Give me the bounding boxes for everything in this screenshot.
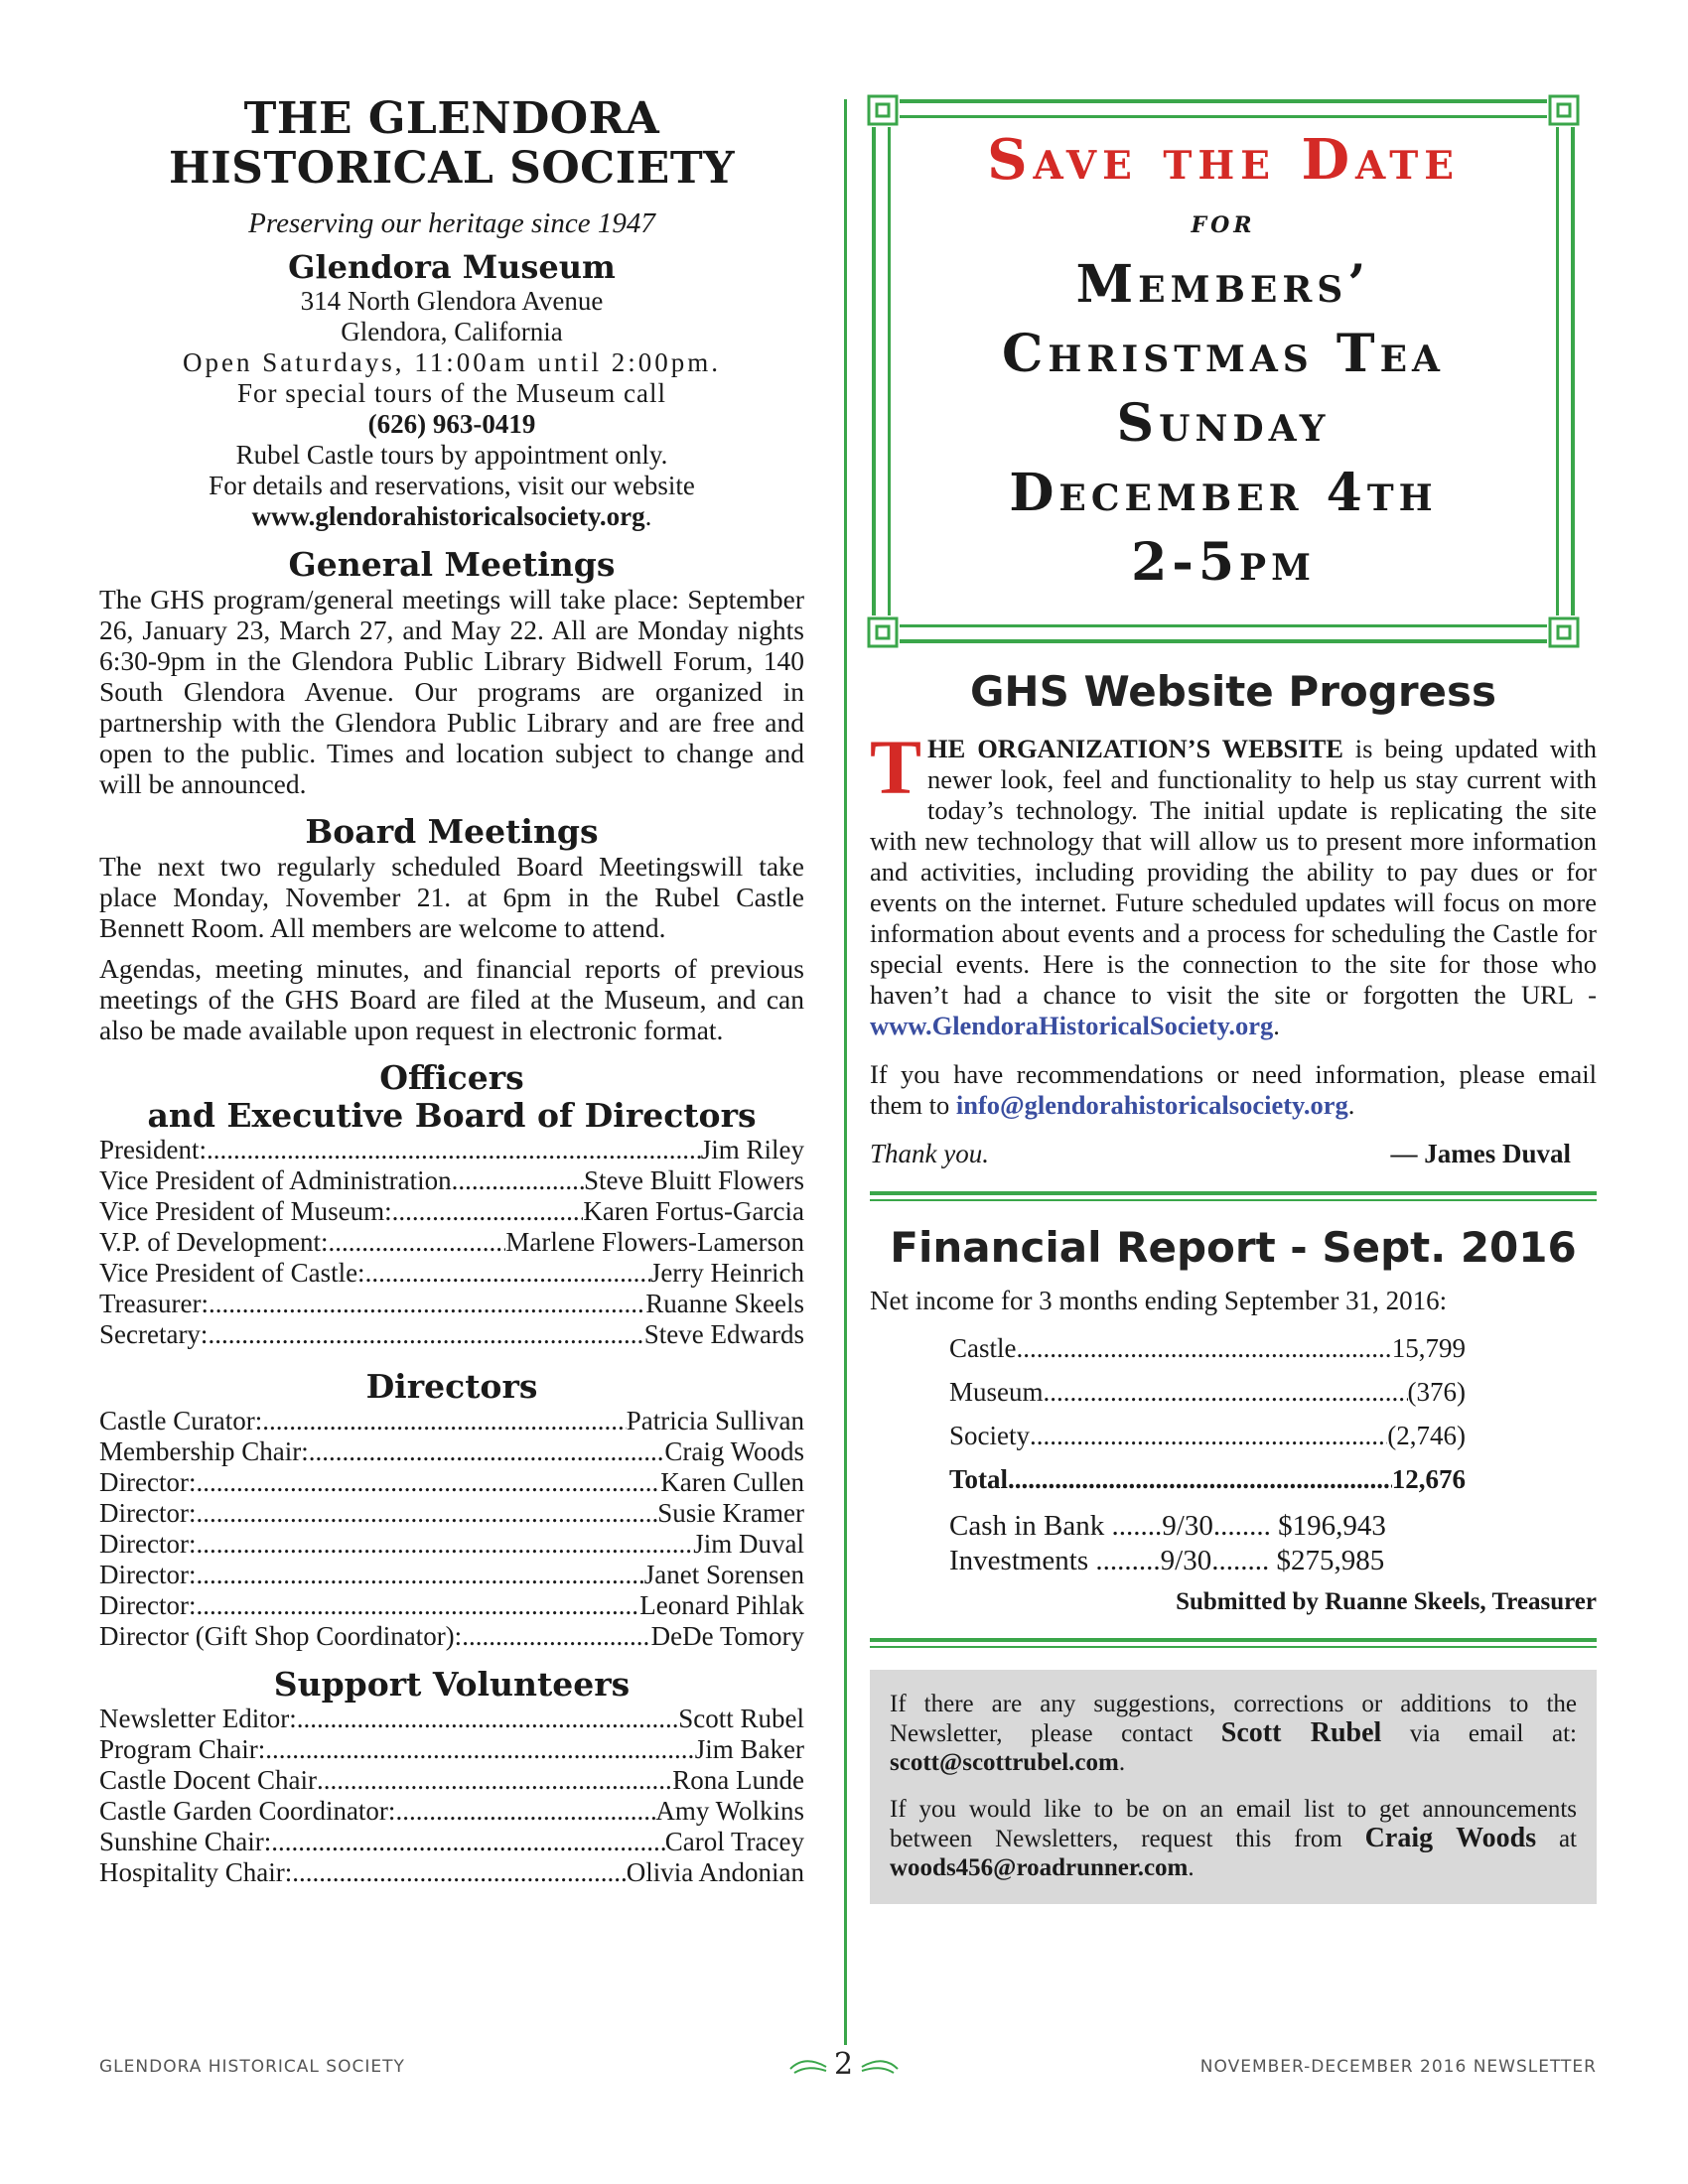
volunteer-name: Olivia Andonian: [626, 1857, 804, 1887]
leader-dots: [207, 1135, 701, 1165]
right-column: [870, 99, 1597, 1904]
volunteer-name: Carol Tracey: [664, 1827, 804, 1856]
museum-hours: Open Saturdays, 11:00am until 2:00pm.: [183, 347, 721, 377]
museum-castle-tours: Rubel Castle tours by appointment only.: [235, 440, 668, 470]
event-line-time: 2-5pm: [1131, 532, 1316, 593]
director-role: Director:: [99, 1529, 197, 1559]
leader-dots: [265, 1734, 695, 1765]
contact-email-link[interactable]: info@glendorahistoricalsociety.org: [955, 1090, 1348, 1120]
volunteer-name: Amy Wolkins: [655, 1796, 804, 1826]
notice-paragraph-1: [890, 1690, 1577, 1777]
leader-dots: [209, 1289, 645, 1319]
volunteer-row: [99, 1827, 804, 1857]
contact-body: If you have recommendations or need information, please email them to: [870, 1059, 1597, 1120]
director-row: [99, 1621, 804, 1652]
museum-details: For details and reservations, visit our website: [209, 471, 695, 500]
event-line-members: Members’: [1075, 254, 1371, 315]
leader-dots: [365, 1258, 650, 1289]
website-contact-text: [870, 1059, 1597, 1121]
financial-row: [949, 1370, 1466, 1414]
financial-intro: Net income for 3 months ending September 31, 2016:: [870, 1286, 1448, 1315]
director-role: Director:: [99, 1467, 197, 1497]
leader-dots: [309, 1436, 665, 1467]
financial-value: (376): [1407, 1377, 1466, 1407]
contact-name: Scott Rubel: [1220, 1717, 1382, 1748]
officer-row: [99, 1258, 804, 1289]
website-progress-heading: GHS Website Progress: [969, 667, 1497, 716]
leader-dots: [196, 1529, 693, 1560]
page-number-ornament: [774, 2045, 914, 2080]
financial-label: Total: [949, 1464, 1009, 1494]
corner-ornament-icon: [866, 615, 900, 649]
director-name: Janet Sorensen: [643, 1560, 804, 1589]
officer-role: Treasurer:: [99, 1289, 209, 1318]
leader-dots: [1017, 1326, 1392, 1370]
financial-row: [949, 1414, 1466, 1457]
save-the-date-box: [872, 99, 1575, 643]
officer-role: Secretary:: [99, 1319, 209, 1349]
officer-name: Ruanne Skeels: [645, 1289, 804, 1318]
financial-total-row: [949, 1457, 1466, 1501]
org-title: [99, 94, 804, 194]
volunteer-row: [99, 1765, 804, 1796]
financial-value: 15,799: [1391, 1333, 1466, 1363]
general-meetings-heading: General Meetings: [288, 545, 616, 584]
financial-value: 12,676: [1391, 1464, 1466, 1494]
thank-you: Thank you.: [870, 1139, 989, 1168]
director-role: Director (Gift Shop Coordinator):: [99, 1621, 463, 1651]
volunteer-name: Scott Rubel: [678, 1704, 804, 1733]
museum-website-link[interactable]: www.glendorahistoricalsociety.org: [251, 501, 645, 531]
leader-dots: [317, 1765, 672, 1796]
leader-dots: [297, 1704, 679, 1734]
contact-name: Craig Woods: [1364, 1823, 1537, 1853]
director-name: Leonard Pihlak: [639, 1590, 804, 1620]
org-title-line2: HISTORICAL SOCIETY: [169, 143, 735, 194]
officer-row: [99, 1319, 804, 1350]
officer-name: Steve Bluitt Flowers: [584, 1165, 804, 1195]
directors-heading: Directors: [365, 1367, 538, 1406]
notice-paragraph-2: [890, 1795, 1577, 1882]
financial-label: Society: [949, 1421, 1030, 1450]
financial-label: Castle: [949, 1333, 1017, 1363]
officers-subheading: and Executive Board of Directors: [147, 1096, 757, 1135]
officer-row: [99, 1227, 804, 1258]
footer-org-name: GLENDORA HISTORICAL SOCIETY: [99, 2057, 405, 2077]
officer-role: Vice President of Castle:: [99, 1258, 365, 1288]
flourish-left-icon: [788, 2055, 828, 2079]
financial-balances: [949, 1509, 1466, 1578]
website-progress-text: [870, 724, 1597, 1041]
museum-website-line: [99, 501, 804, 532]
cash-in-bank-row: Cash in Bank .......9/30........ $196,943: [949, 1510, 1386, 1542]
investments-row: Investments .........9/30........ $275,985: [949, 1545, 1385, 1576]
museum-address2: Glendora, California: [341, 317, 563, 346]
cash-value: $196,943: [1270, 1510, 1386, 1542]
leader-dots: [1008, 1457, 1392, 1501]
financial-row: [949, 1326, 1466, 1370]
director-role: Castle Curator:: [99, 1406, 263, 1435]
website-body: is being updated with newer look, feel and functionality to help us stay current with today’s technology. The initial update is replicating the site with new technology that will allow us to present more information and activities, including providing the ability to pay dues or for events on the internet. Future scheduled updates will focus on more information about events and a process for scheduling the Castle for special events. Here is the connection to the site for those who haven’t had a chance to visit the site or forgotten the URL -: [870, 734, 1597, 1010]
volunteer-row: [99, 1734, 804, 1765]
leader-dots: [196, 1560, 643, 1590]
email-period: .: [1347, 1090, 1355, 1120]
corner-ornament-icon: [866, 93, 900, 127]
officer-role: V.P. of Development:: [99, 1227, 329, 1257]
investments-value: $275,985: [1269, 1545, 1385, 1576]
officer-name: Jerry Heinrich: [649, 1258, 804, 1288]
financial-report-heading: Financial Report - Sept. 2016: [890, 1223, 1577, 1272]
corner-ornament-icon: [1547, 615, 1581, 649]
notice-text: If you would like to be on an email list to get announcements between Newsletters, request this from: [890, 1796, 1577, 1852]
editor-email-link[interactable]: scott@scottrubel.com: [890, 1749, 1119, 1776]
save-the-date-title: Save the Date: [987, 127, 1460, 193]
officer-role: Vice President of Administration: [99, 1165, 452, 1195]
director-name: Patricia Sullivan: [626, 1406, 804, 1435]
director-name: Jim Duval: [693, 1529, 804, 1559]
director-row: [99, 1406, 804, 1436]
signature: — James Duval: [1390, 1139, 1571, 1168]
officer-row: [99, 1135, 804, 1165]
director-name: DeDe Tomory: [650, 1621, 804, 1651]
officer-row: [99, 1165, 804, 1196]
museum-tours: For special tours of the Museum call: [237, 378, 666, 408]
director-row: [99, 1467, 804, 1498]
page-number: 2: [833, 2047, 855, 2082]
drop-cap: T: [870, 724, 922, 810]
financial-value: (2,746): [1387, 1421, 1466, 1450]
lead-caps: HE ORGANIZATION’S WEBSITE: [927, 734, 1343, 763]
financial-table: [949, 1326, 1466, 1501]
volunteer-role: Hospitality Chair:: [99, 1857, 293, 1887]
cash-label: Cash in Bank: [949, 1510, 1112, 1542]
notice-text: via email at:: [1381, 1720, 1577, 1747]
volunteer-role: Sunshine Chair:: [99, 1827, 272, 1856]
leader-dots: [271, 1827, 665, 1857]
museum-heading: Glendora Museum: [288, 248, 616, 286]
leader-dots: [462, 1621, 650, 1652]
tagline: Preserving our heritage since 1947: [248, 207, 655, 239]
volunteer-name: Jim Baker: [694, 1734, 804, 1764]
volunteers-list: [99, 1704, 804, 1888]
leader-dots: [196, 1498, 657, 1529]
board-meetings-text1: The next two regularly scheduled Board Meetingswill take place Monday, November 21. at 6pm in the Rubel Castle Bennett Room. All members are welcome to attend.: [99, 851, 804, 943]
leader-dots: [395, 1796, 655, 1827]
financial-label: Museum: [949, 1377, 1044, 1407]
leader-dots: [196, 1467, 660, 1498]
volunteer-role: Castle Garden Coordinator:: [99, 1796, 396, 1826]
officer-row: [99, 1289, 804, 1319]
signoff: [870, 1139, 1597, 1169]
director-row: [99, 1529, 804, 1560]
museum-phone: (626) 963-0419: [367, 409, 536, 439]
officer-name: Marlene Flowers-Lamerson: [505, 1227, 804, 1257]
officer-name: Jim Riley: [700, 1135, 804, 1164]
leader-dots: [196, 1590, 639, 1621]
section-divider: [870, 1191, 1597, 1201]
leader-dots: [292, 1857, 627, 1888]
volunteer-role: Castle Docent Chair: [99, 1765, 317, 1795]
volunteers-heading: Support Volunteers: [273, 1665, 631, 1704]
director-role: Membership Chair:: [99, 1436, 309, 1466]
event-line-day: Sunday: [1116, 393, 1331, 454]
column-divider: [844, 99, 847, 2045]
board-meetings-text2: Agendas, meeting minutes, and financial reports of previous meetings of the GHS Board are filed at the Museum, and can also be made available upon request in electronic format.: [99, 953, 804, 1045]
membership-email-link[interactable]: woods456@roadrunner.com: [890, 1854, 1189, 1881]
event-line-date: December 4th: [1009, 463, 1438, 523]
director-row: [99, 1590, 804, 1621]
notice-text: at: [1536, 1826, 1577, 1852]
volunteer-row: [99, 1704, 804, 1734]
cash-date: 9/30: [1162, 1510, 1213, 1542]
museum-address1: 314 North Glendora Avenue: [300, 286, 604, 316]
director-name: Karen Cullen: [660, 1467, 804, 1497]
director-row: [99, 1498, 804, 1529]
investments-date: 9/30: [1160, 1545, 1212, 1576]
general-meetings-text: The GHS program/general meetings will take place: September 26, January 23, March 27, and May 22. All are Monday nights 6:30-9pm in the Glendora Public Library Bidwell Forum, 140 South Glendora Avenue. Our programs are organized in partnership with the Glendora Public Library and are free and open to the public. Times and location subject to change and will be announced.: [99, 584, 804, 799]
museum-website-period: .: [644, 501, 652, 531]
footer-issue: NOVEMBER-DECEMBER 2016 NEWSLETTER: [1199, 2057, 1597, 2077]
investments-label: Investments: [949, 1545, 1096, 1576]
volunteer-role: Program Chair:: [99, 1734, 266, 1764]
director-name: Craig Woods: [664, 1436, 804, 1466]
leader-dots: [1030, 1414, 1387, 1457]
director-name: Susie Kramer: [657, 1498, 804, 1528]
director-role: Director:: [99, 1590, 197, 1620]
officer-name: Karen Fortus-Garcia: [583, 1196, 804, 1226]
leader-dots: [262, 1406, 627, 1436]
leader-dots: [208, 1319, 643, 1350]
section-divider: [870, 1638, 1597, 1648]
volunteer-row: [99, 1857, 804, 1888]
volunteer-row: [99, 1796, 804, 1827]
volunteer-role: Newsletter Editor:: [99, 1704, 297, 1733]
flourish-right-icon: [860, 2055, 900, 2079]
officers-heading: Officers: [379, 1058, 524, 1097]
page-footer: [99, 2045, 1597, 2085]
org-title-line1: THE GLENDORA: [243, 93, 660, 144]
board-meetings-heading: Board Meetings: [305, 812, 599, 851]
leader-dots: [1044, 1370, 1408, 1414]
website-url-link[interactable]: www.GlendoraHistoricalSociety.org: [870, 1011, 1274, 1040]
corner-ornament-icon: [1547, 93, 1581, 127]
event-line-christmas-tea: Christmas Tea: [1002, 324, 1445, 384]
officer-role: President:: [99, 1135, 207, 1164]
save-the-date-content: [872, 127, 1575, 598]
officer-row: [99, 1196, 804, 1227]
officer-name: Steve Edwards: [643, 1319, 804, 1349]
officers-list: [99, 1135, 804, 1350]
director-row: [99, 1436, 804, 1467]
notice-text: If there are any suggestions, corrections or additions to the Newsletter, please contact: [890, 1691, 1577, 1747]
director-role: Director:: [99, 1560, 197, 1589]
leader-dots: [452, 1165, 584, 1196]
notice-period: .: [1188, 1854, 1195, 1881]
leader-dots: [329, 1227, 506, 1258]
newsletter-notice-box: [870, 1670, 1597, 1904]
leader-dots: [392, 1196, 584, 1227]
save-the-date-for: for: [1191, 203, 1256, 240]
volunteer-name: Rona Lunde: [672, 1765, 804, 1795]
directors-list: [99, 1406, 804, 1652]
submitted-by: Submitted by Ruanne Skeels, Treasurer: [1176, 1588, 1597, 1615]
director-role: Director:: [99, 1498, 197, 1528]
left-column: [99, 94, 804, 1888]
notice-period: .: [1118, 1749, 1126, 1776]
director-row: [99, 1560, 804, 1590]
url-period: .: [1273, 1011, 1280, 1040]
officer-role: Vice President of Museum:: [99, 1196, 392, 1226]
